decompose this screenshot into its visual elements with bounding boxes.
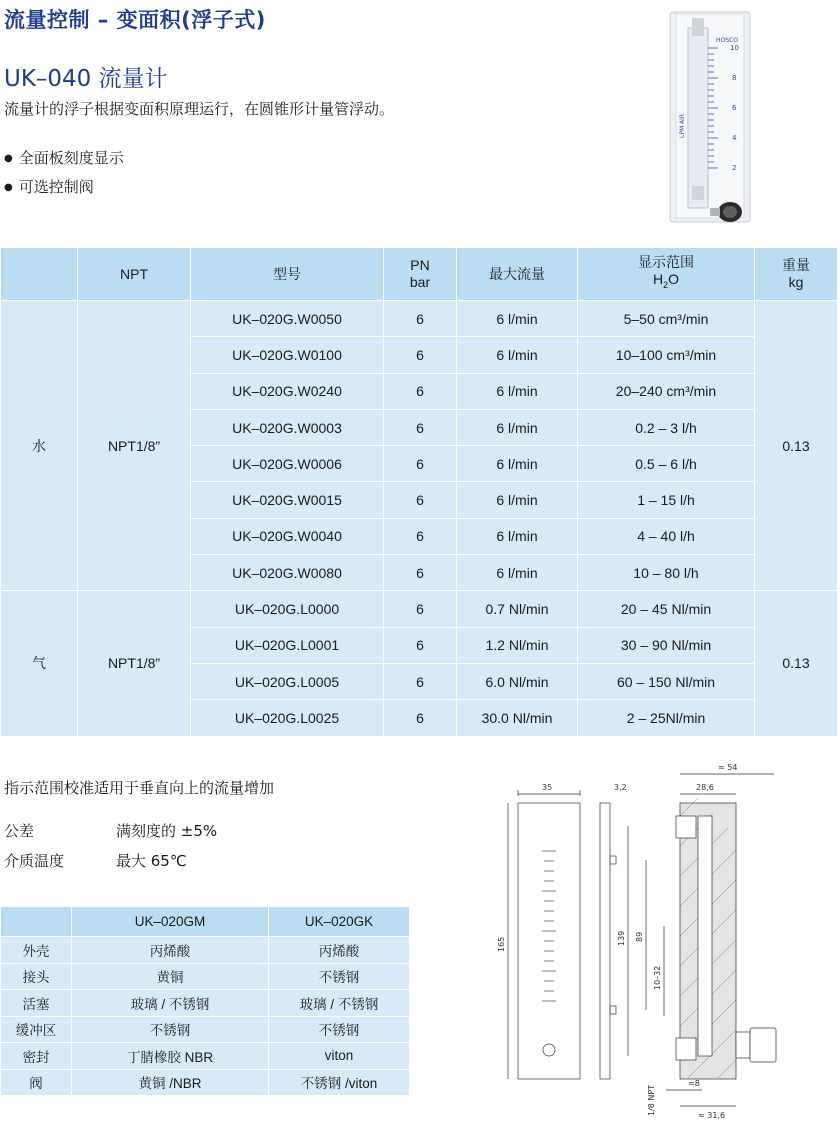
- max-flow-cell: 6 l/min: [457, 337, 577, 372]
- pn-cell: 6: [384, 591, 456, 626]
- material-value-cell: 玻璃 / 不锈钢: [72, 990, 268, 1016]
- dim-thickness: 3,2: [614, 783, 627, 792]
- model-cell: UK–020G.W0003: [191, 410, 383, 445]
- model-cell: UK–020G.W0040: [191, 519, 383, 554]
- table-row: [1, 1043, 409, 1069]
- tolerance-label: 公差: [4, 822, 35, 840]
- weight-cell: 0.13: [755, 301, 837, 590]
- max-flow-cell: 6 l/min: [457, 446, 577, 481]
- material-table: [0, 906, 410, 1096]
- material-part-cell: 活塞: [1, 990, 71, 1016]
- technical-drawing: [488, 756, 840, 1126]
- range-cell: 10–100 cm³/min: [578, 337, 754, 372]
- photo-scale-label: LPM AIR: [679, 113, 686, 138]
- header-model: 型号: [191, 248, 383, 300]
- tolerance-value: 满刻度的 ±5%: [116, 822, 218, 840]
- feature-item: ● 可选控制阀: [4, 173, 124, 202]
- table-header-row: [1, 248, 837, 300]
- range-cell: 5–50 cm³/min: [578, 301, 754, 336]
- photo-tick: 6: [732, 104, 737, 112]
- max-flow-cell: 6 l/min: [457, 374, 577, 409]
- dim-port-offset: ≈8: [688, 1079, 700, 1088]
- npt-cell: NPT1/8”: [78, 301, 190, 590]
- dim-range: 10–32: [653, 965, 662, 990]
- material-part-cell: 缓冲区: [1, 1017, 71, 1043]
- header-pn: PN bar: [384, 248, 456, 300]
- max-flow-cell: 6 l/min: [457, 555, 577, 590]
- calibration-note: 指示范围校准适用于垂直向上的流量增加: [4, 779, 275, 797]
- spec-table: [0, 247, 838, 737]
- material-value-cell: 不锈钢: [269, 1017, 409, 1043]
- dim-thread: 1/8 NPT: [647, 1084, 656, 1116]
- range-cell: 2 – 25Nl/min: [578, 700, 754, 735]
- header-npt: NPT: [78, 248, 190, 300]
- table-row: [1, 301, 837, 336]
- material-value-cell: 黄铜: [72, 964, 268, 990]
- range-cell: 30 – 90 Nl/min: [578, 628, 754, 663]
- medium-cell: 水: [1, 301, 77, 590]
- pn-cell: 6: [384, 301, 456, 336]
- max-flow-cell: 6 l/min: [457, 482, 577, 517]
- model-cell: UK–020G.L0001: [191, 628, 383, 663]
- material-header-cell: UK–020GK: [269, 907, 409, 936]
- material-value-cell: 玻璃 / 不锈钢: [269, 990, 409, 1016]
- temperature-line: [4, 850, 187, 871]
- range-cell: 60 – 150 Nl/min: [578, 664, 754, 699]
- feature-list: [4, 144, 124, 202]
- dim-scale: 139: [617, 930, 626, 946]
- max-flow-cell: 6 l/min: [457, 410, 577, 445]
- header-max-flow: 最大流量: [457, 248, 577, 300]
- dim-ports: 89: [635, 931, 644, 942]
- material-value-cell: 丁腈橡胶 NBR: [72, 1043, 268, 1069]
- range-cell: 4 – 40 l/h: [578, 519, 754, 554]
- max-flow-cell: 6 l/min: [457, 519, 577, 554]
- photo-tick: 8: [732, 74, 737, 82]
- range-cell: 0.2 – 3 l/h: [578, 410, 754, 445]
- material-part-cell: 接头: [1, 964, 71, 990]
- feature-item: ● 全面板刻度显示: [4, 144, 124, 173]
- npt-cell: NPT1/8”: [78, 591, 190, 735]
- medium-cell: 气: [1, 591, 77, 735]
- range-cell: 0.5 – 6 l/h: [578, 446, 754, 481]
- table-row: [1, 1017, 409, 1043]
- header-medium: [1, 248, 77, 300]
- material-value-cell: viton: [269, 1043, 409, 1069]
- table-row: [1, 964, 409, 990]
- dim-height: 165: [497, 936, 506, 952]
- tolerance-line: [4, 820, 217, 841]
- material-part-cell: 密封: [1, 1043, 71, 1069]
- range-cell: 20–240 cm³/min: [578, 374, 754, 409]
- pn-cell: 6: [384, 374, 456, 409]
- pn-cell: 6: [384, 482, 456, 517]
- pn-cell: 6: [384, 700, 456, 735]
- material-part-cell: 阀: [1, 1070, 71, 1096]
- pn-cell: 6: [384, 519, 456, 554]
- model-cell: UK–020G.L0025: [191, 700, 383, 735]
- table-row: [1, 1070, 409, 1096]
- temperature-label: 介质温度: [4, 852, 65, 870]
- temperature-value: 最大 65℃: [116, 852, 187, 870]
- material-value-cell: 黄铜 /NBR: [72, 1070, 268, 1096]
- material-header-cell: [1, 907, 71, 936]
- header-range: 显示范围 $H_2O$: [578, 248, 754, 300]
- pn-cell: 6: [384, 664, 456, 699]
- material-value-cell: 丙烯酸: [269, 937, 409, 963]
- model-cell: UK–020G.W0050: [191, 301, 383, 336]
- range-cell: 10 – 80 l/h: [578, 555, 754, 590]
- pn-cell: 6: [384, 410, 456, 445]
- range-cell: 1 – 15 l/h: [578, 482, 754, 517]
- dim-base: ≈ 31,6: [698, 1111, 726, 1120]
- material-value-cell: 不锈钢: [72, 1017, 268, 1043]
- product-photo: [666, 8, 760, 230]
- photo-tick: 2: [732, 164, 737, 172]
- dim-body: 28,6: [696, 783, 714, 792]
- material-value-cell: 丙烯酸: [72, 937, 268, 963]
- model-cell: UK–020G.W0080: [191, 555, 383, 590]
- page-title: 流量控制 – 变面积(浮子式): [4, 8, 266, 32]
- header-weight: 重量 kg: [755, 248, 837, 300]
- max-flow-cell: 0.7 Nl/min: [457, 591, 577, 626]
- side-view-panel: [600, 803, 610, 1079]
- product-title: UK–040 流量计: [4, 66, 168, 92]
- range-cell: 20 – 45 Nl/min: [578, 591, 754, 626]
- model-cell: UK–020G.W0240: [191, 374, 383, 409]
- table-row: [1, 937, 409, 963]
- dim-width: 35: [542, 783, 553, 792]
- model-cell: UK–020G.W0100: [191, 337, 383, 372]
- pn-cell: 6: [384, 446, 456, 481]
- photo-tick: 10: [730, 44, 739, 52]
- pn-cell: 6: [384, 555, 456, 590]
- material-header-row: [1, 907, 409, 936]
- max-flow-cell: 6.0 Nl/min: [457, 664, 577, 699]
- max-flow-cell: 30.0 Nl/min: [457, 700, 577, 735]
- model-cell: UK–020G.L0000: [191, 591, 383, 626]
- max-flow-cell: 1.2 Nl/min: [457, 628, 577, 663]
- table-row: [1, 990, 409, 1016]
- model-cell: UK–020G.W0015: [191, 482, 383, 517]
- material-header-cell: UK–020GM: [72, 907, 268, 936]
- model-cell: UK–020G.W0006: [191, 446, 383, 481]
- material-part-cell: 外壳: [1, 937, 71, 963]
- dim-total-width: ≈ 54: [718, 763, 738, 772]
- photo-tick: 4: [732, 134, 737, 142]
- photo-brand: HOSCO: [716, 37, 738, 44]
- pn-cell: 6: [384, 628, 456, 663]
- max-flow-cell: 6 l/min: [457, 301, 577, 336]
- material-value-cell: 不锈钢 /viton: [269, 1070, 409, 1096]
- product-description: 流量计的浮子根据变面积原理运行，在圆锥形计量管浮动。: [4, 100, 395, 118]
- weight-cell: 0.13: [755, 591, 837, 735]
- model-cell: UK–020G.L0005: [191, 664, 383, 699]
- material-value-cell: 不锈钢: [269, 964, 409, 990]
- table-row: [1, 591, 837, 626]
- pn-cell: 6: [384, 337, 456, 372]
